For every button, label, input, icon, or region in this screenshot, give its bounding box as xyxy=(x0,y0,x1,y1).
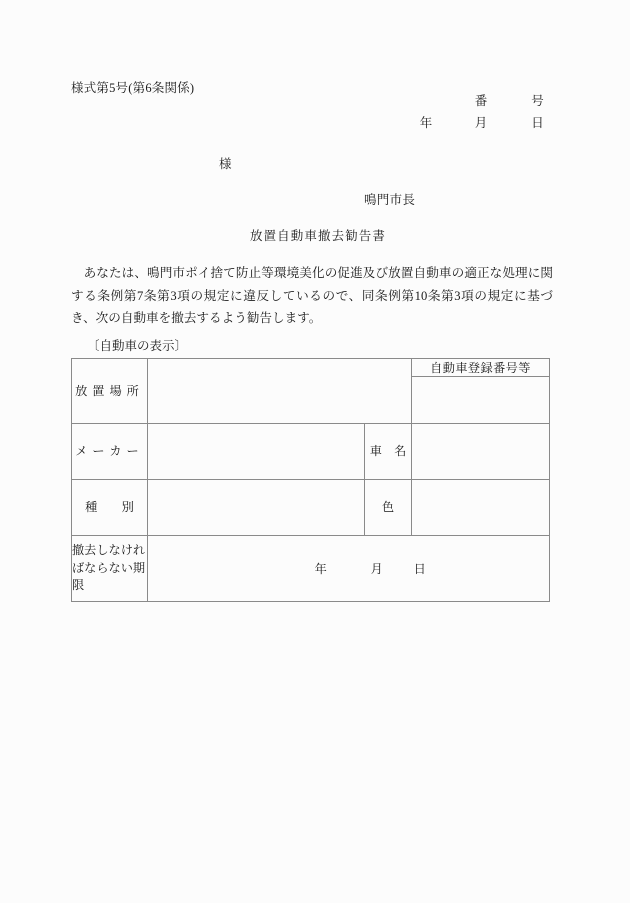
body-text xyxy=(71,262,553,330)
document-number-row xyxy=(400,90,565,112)
location-label: 放置場所 xyxy=(72,359,148,424)
deadline-year-label: 年 xyxy=(314,562,327,576)
date-year-label: 年 xyxy=(419,116,433,130)
type-label: 種 別 xyxy=(72,480,148,536)
page-title: 放置自動車撤去勧告書 xyxy=(249,229,386,243)
date-month-label: 月 xyxy=(474,116,488,130)
document-number-unit: 号 xyxy=(531,94,544,108)
body-paragraph: あなたは、鳴門市ポイ捨て防止等環境美化の促進及び放置自動車の適正な処理に関する条例第7条第3項の規定に違反しているので、同条例第10条第3項の規定に基づき、次の自動車を撤去するよう勧告します。 xyxy=(71,266,553,325)
deadline-month-label: 月 xyxy=(370,562,383,576)
location-value-cell[interactable] xyxy=(148,359,412,424)
issuer-name: 鳴門市長 xyxy=(364,193,416,207)
table-caption: 〔自動車の表示〕 xyxy=(87,339,188,353)
deadline-label: 撤去しなければならない期限 xyxy=(72,536,148,602)
type-value-cell[interactable] xyxy=(148,480,365,536)
addressee-line: 様 xyxy=(219,157,232,171)
table-row xyxy=(72,480,550,536)
maker-label: メーカー xyxy=(72,424,148,480)
color-label: 色 xyxy=(365,480,412,536)
date-day-label: 日 xyxy=(531,116,544,130)
model-value-cell[interactable] xyxy=(412,424,550,480)
document-number-label: 番 xyxy=(474,94,488,108)
vehicle-details-table xyxy=(71,358,550,602)
deadline-day-label: 日 xyxy=(413,562,426,576)
registration-number-header: 自動車登録番号等 xyxy=(412,359,550,377)
model-label: 車 名 xyxy=(365,424,412,480)
registration-number-value-cell[interactable] xyxy=(412,377,550,424)
table-row xyxy=(72,424,550,480)
table-row xyxy=(72,359,550,377)
table-row xyxy=(72,536,550,602)
maker-value-cell[interactable] xyxy=(148,424,365,480)
document-date-row xyxy=(400,112,565,134)
meta-spacer-1 xyxy=(400,90,452,112)
document-meta-block xyxy=(400,90,565,134)
form-code: 様式第5号(第6条関係) xyxy=(71,81,195,95)
deadline-date-cell[interactable] xyxy=(148,536,550,602)
color-value-cell[interactable] xyxy=(412,480,550,536)
